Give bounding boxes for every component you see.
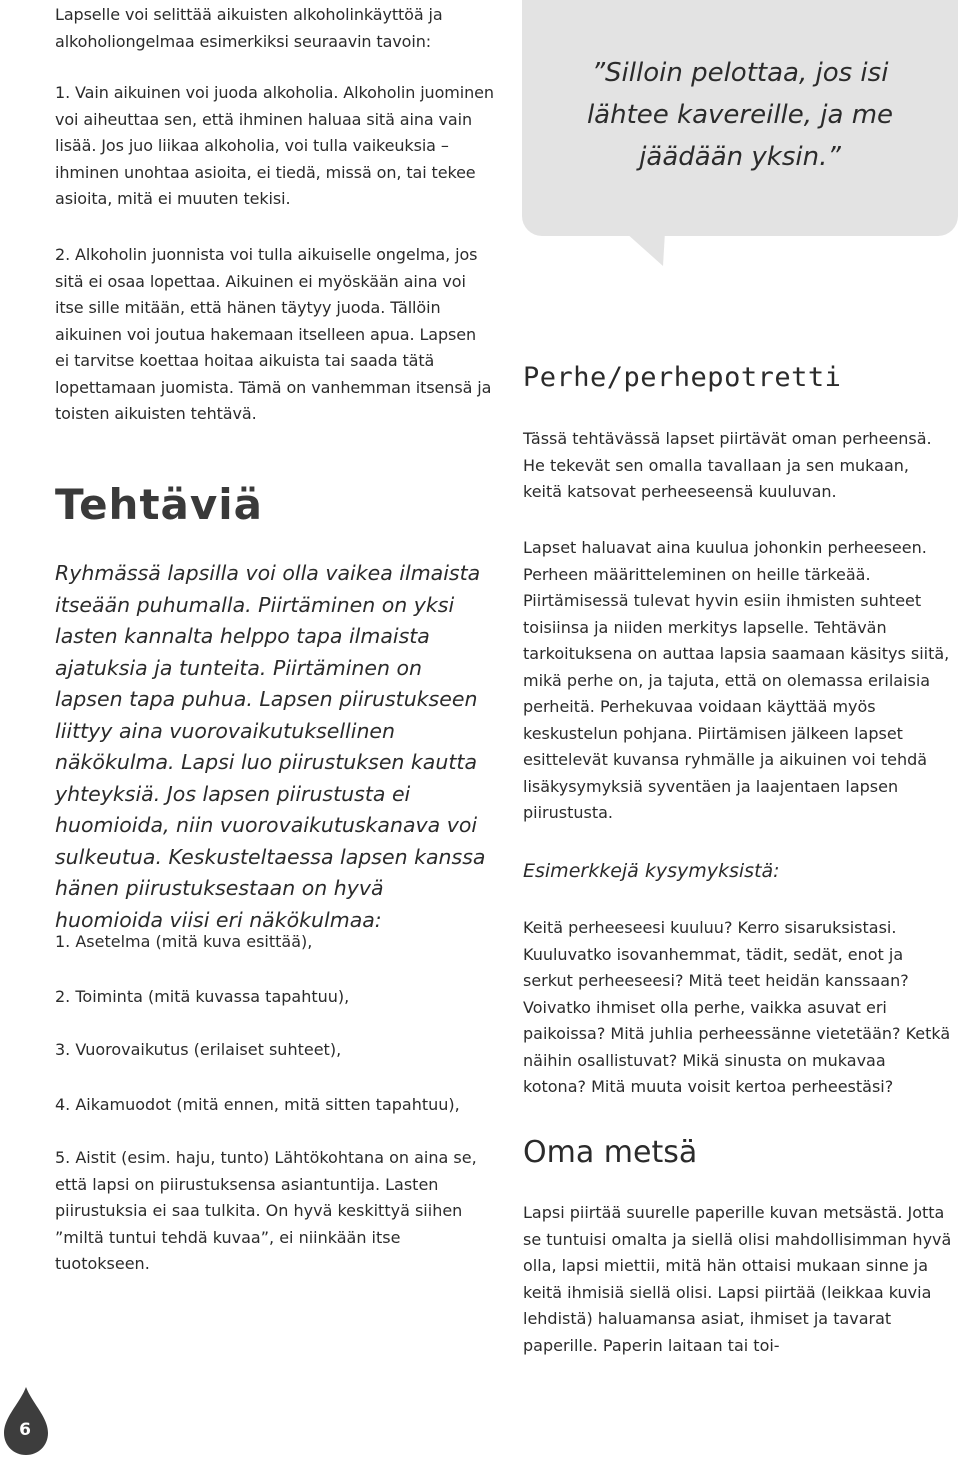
- perhe-intro-paragraph: Tässä tehtävässä lapset piirtävät oman perheensä. He tekevät sen omalla tavallaan ja sen mukaan, keitä katsovat perheeseensä kuuluvan.: [523, 429, 932, 501]
- bubble-quote: ”Silloin pelottaa, jos isi lähtee kavereille, ja me jäädään yksin.”: [586, 58, 894, 172]
- speech-bubble-tail: [625, 232, 665, 266]
- oma-metsa-heading: Oma metsä: [523, 1135, 698, 1170]
- tehtavia-lead-paragraph: Ryhmässä lapsilla voi olla vaikea ilmaista itseään puhumalla. Piirtäminen on yksi lasten kannalta helppo tapa ilmaista ajatuksia ja tunteita. Piirtäminen on lapsen tapa puhua. Lapsen piirustukseen liittyy aina vuorovaikutuksellinen näkökulma. Lapsi luo piirustuksen kautta yhteyksiä. Jos lapsen piirustusta ei huomioida, niin vuorovaikutuskanava voi sulkeutua. Keskusteltaessa lapsen kanssa hänen piirustuksestaan on hyvä huomioida viisi eri näkökulmaa:: [55, 561, 486, 932]
- list-item: 5. Aistit (esim. haju, tunto) Lähtökohtana on aina se, että lapsi on piirustuksensa asiantuntija. Lasten piirustuksia ei saa tulkita. On hyvä keskittyä siihen ”miltä tuntui tehdä kuvaa”, ei niinkään itse tuotokseen.: [55, 1148, 477, 1273]
- questions-paragraph: Keitä perheeseesi kuuluu? Kerro sisaruksistasi. Kuuluvatko isovanhemmat, tädit, sedät, enot ja serkut perheeseesi? Mitä teet heidän kanssaan? Voivatko ihmiset olla perhe, vaikka asuvat eri paikoissa? Mitä juhlia perheessänne vietetään? Ketkä näihin osallistuvat? Mikä sinusta on mukavaa kotona? Mitä muuta voisit kertoa perheestäsi?: [523, 918, 951, 1096]
- examples-label: Esimerkkejä kysymyksistä:: [523, 860, 780, 882]
- perhe-heading: Perhe/perhepotretti: [523, 362, 842, 393]
- tehtavia-heading: Tehtäviä: [55, 480, 263, 529]
- list-item: 2. Toiminta (mitä kuvassa tapahtuu),: [55, 987, 350, 1006]
- list-item: 4. Aikamuodot (mitä ennen, mitä sitten tapahtuu),: [55, 1095, 460, 1114]
- perhe-body-paragraph: Lapset haluavat aina kuulua johonkin perheeseen. Perheen määritteleminen on heille tärkeää. Piirtämisessä tulevat hyvin esiin ihmisten suhteet toisiinsa ja niiden merkitys lapselle. Tehtävän tarkoituksena on auttaa lapsia saamaan käsitys siitä, mikä perhe on, ja tajuta, että on olemassa erilaisia perheitä. Perhekuvaa voidaan käyttää myös keskustelun pohjana. Piirtämisen jälkeen lapset esittelevät kuvansa ryhmälle ja aikuinen voi tehdä lisäkysymyksiä syventäen ja laajentaen lapsen piirustusta.: [523, 538, 950, 822]
- point-1-paragraph: 1. Vain aikuinen voi juoda alkoholia. Alkoholin juominen voi aiheuttaa sen, että ihminen haluaa sitä aina vain lisää. Jos juo liikaa alkoholia, voi tulla vaikeuksia – ihminen unohtaa asioita, ei tiedä, missä on, tai tekee asioita, mitä ei muuten tekisi.: [55, 83, 494, 208]
- oma-metsa-paragraph: Lapsi piirtää suurelle paperille kuvan metsästä. Jotta se tuntuisi omalta ja siellä olisi mahdollisimman hyvä olla, lapsi miettii, mitä hän ottaisi mukaan sinne ja keitä ihmisiä siellä olisi. Lapsi piirtää (leikkaa kuvia lehdistä) haluamansa asiat, ihmiset ja tavarat paperille. Paperin laitaan tai toi-: [523, 1203, 952, 1355]
- list-item: 1. Asetelma (mitä kuva esittää),: [55, 932, 313, 951]
- point-2-paragraph: 2. Alkoholin juonnista voi tulla aikuiselle ongelma, jos sitä ei osaa lopettaa. Aikuinen ei myöskään aina voi itse sille mitään, että hänen täytyy juoda. Tällöin aikuinen voi joutua hakemaan itselleen apua. Lapsen ei tarvitse koettaa hoitaa aikuista tai saada tätä lopettamaan juomista. Tämä on vanhemman itsensä ja toisten aikuisten tehtävä.: [55, 245, 492, 423]
- list-item: 3. Vuorovaikutus (erilaiset suhteet),: [55, 1040, 342, 1059]
- page-number: 6: [19, 1420, 31, 1440]
- intro-paragraph: Lapselle voi selittää aikuisten alkoholinkäyttöä ja alkoholiongelmaa esimerkiksi seuraavin tavoin:: [55, 5, 443, 51]
